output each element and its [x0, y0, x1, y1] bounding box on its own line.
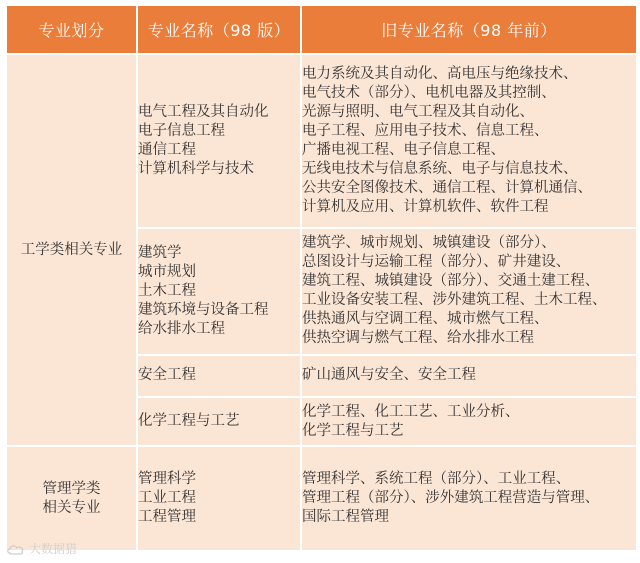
major-item: 工业工程 — [138, 490, 196, 507]
header-division: 专业划分 — [6, 5, 137, 54]
major-item: 给水排水工程 — [138, 320, 225, 337]
major-cell — [137, 54, 301, 228]
major-item: 建筑学 — [138, 244, 182, 261]
major-item: 管理科学 — [138, 471, 196, 488]
old-major-line: 化学工程、化工工艺、工业分析、 — [302, 403, 520, 420]
old-major-cell — [301, 228, 637, 355]
old-major-line: 管理科学、系统工程（部分）、工业工程、 — [302, 471, 571, 488]
old-major-line: 供热通风与空调工程、城市燃气工程、 — [302, 311, 549, 328]
old-major-line: 总图设计与运输工程（部分）、矿井建设、 — [302, 254, 571, 271]
old-major-line: 国际工程管理 — [302, 509, 389, 526]
table-row — [6, 446, 637, 551]
old-major-line: 工业设备安装工程、涉外建筑工程、土木工程、 — [302, 292, 607, 309]
major-item: 电子信息工程 — [138, 123, 225, 140]
major-item: 电气工程及其自动化 — [138, 104, 269, 121]
major-item: 城市规划 — [138, 263, 196, 280]
old-major-line: 管理工程（部分）、涉外建筑工程营造与管理、 — [302, 490, 600, 507]
major-item: 安全工程 — [138, 367, 196, 384]
old-major-line: 电子工程、应用电子技术、信息工程、 — [302, 123, 549, 140]
category-label-line: 相关专业 — [42, 499, 101, 516]
old-major-line: 公共安全图像技术、通信工程、计算机通信、 — [302, 180, 592, 197]
header-old-major-name: 旧专业名称（98 年前） — [301, 5, 637, 54]
major-cell — [137, 397, 301, 446]
old-major-cell — [301, 54, 637, 228]
table-header-row — [6, 5, 637, 54]
category-label-line: 管理学类 — [42, 480, 101, 497]
category-management — [6, 446, 137, 551]
major-cell — [137, 355, 301, 397]
watermark — [6, 540, 77, 557]
header-major-name: 专业名称（98 版） — [137, 5, 301, 54]
old-major-line: 光源与照明、电气工程及其自动化、 — [302, 104, 534, 121]
category-engineering — [6, 54, 137, 446]
old-major-line: 矿山通风与安全、安全工程 — [302, 367, 476, 384]
cloud-logo-icon — [6, 543, 26, 555]
old-major-line: 电力系统及其自动化、高电压与绝缘技术、 — [302, 66, 578, 83]
old-major-line: 计算机及应用、计算机软件、软件工程 — [302, 199, 549, 216]
major-item: 化学工程与工艺 — [138, 413, 240, 430]
old-major-line: 建筑学、城市规划、城镇建设（部分）、 — [302, 235, 556, 252]
old-major-line: 无线电技术与信息系统、电子与信息技术、 — [302, 161, 578, 178]
old-major-line: 建筑工程、城镇建设（部分）、交通土建工程、 — [302, 273, 600, 290]
major-item: 计算机科学与技术 — [138, 161, 254, 178]
old-major-line: 供热空调与燃气工程、给水排水工程 — [302, 330, 534, 347]
major-cell — [137, 446, 301, 551]
category-label: 工学类相关专业 — [20, 241, 123, 258]
old-major-cell — [301, 397, 637, 446]
major-item: 土木工程 — [138, 282, 196, 299]
major-item: 通信工程 — [138, 142, 196, 159]
old-major-cell — [301, 446, 637, 551]
major-cell — [137, 228, 301, 355]
old-major-cell — [301, 355, 637, 397]
old-major-line: 化学工程与工艺 — [302, 422, 404, 439]
watermark-text: 大数据猎 — [29, 542, 78, 556]
table-row — [6, 54, 637, 228]
old-major-line: 广播电视工程、电子信息工程、 — [302, 142, 505, 159]
old-major-line: 电气技术（部分）、电机电器及其控制、 — [302, 85, 556, 102]
major-item: 建筑环境与设备工程 — [138, 301, 269, 318]
major-item: 工程管理 — [138, 509, 196, 526]
major-mapping-table — [5, 4, 638, 552]
